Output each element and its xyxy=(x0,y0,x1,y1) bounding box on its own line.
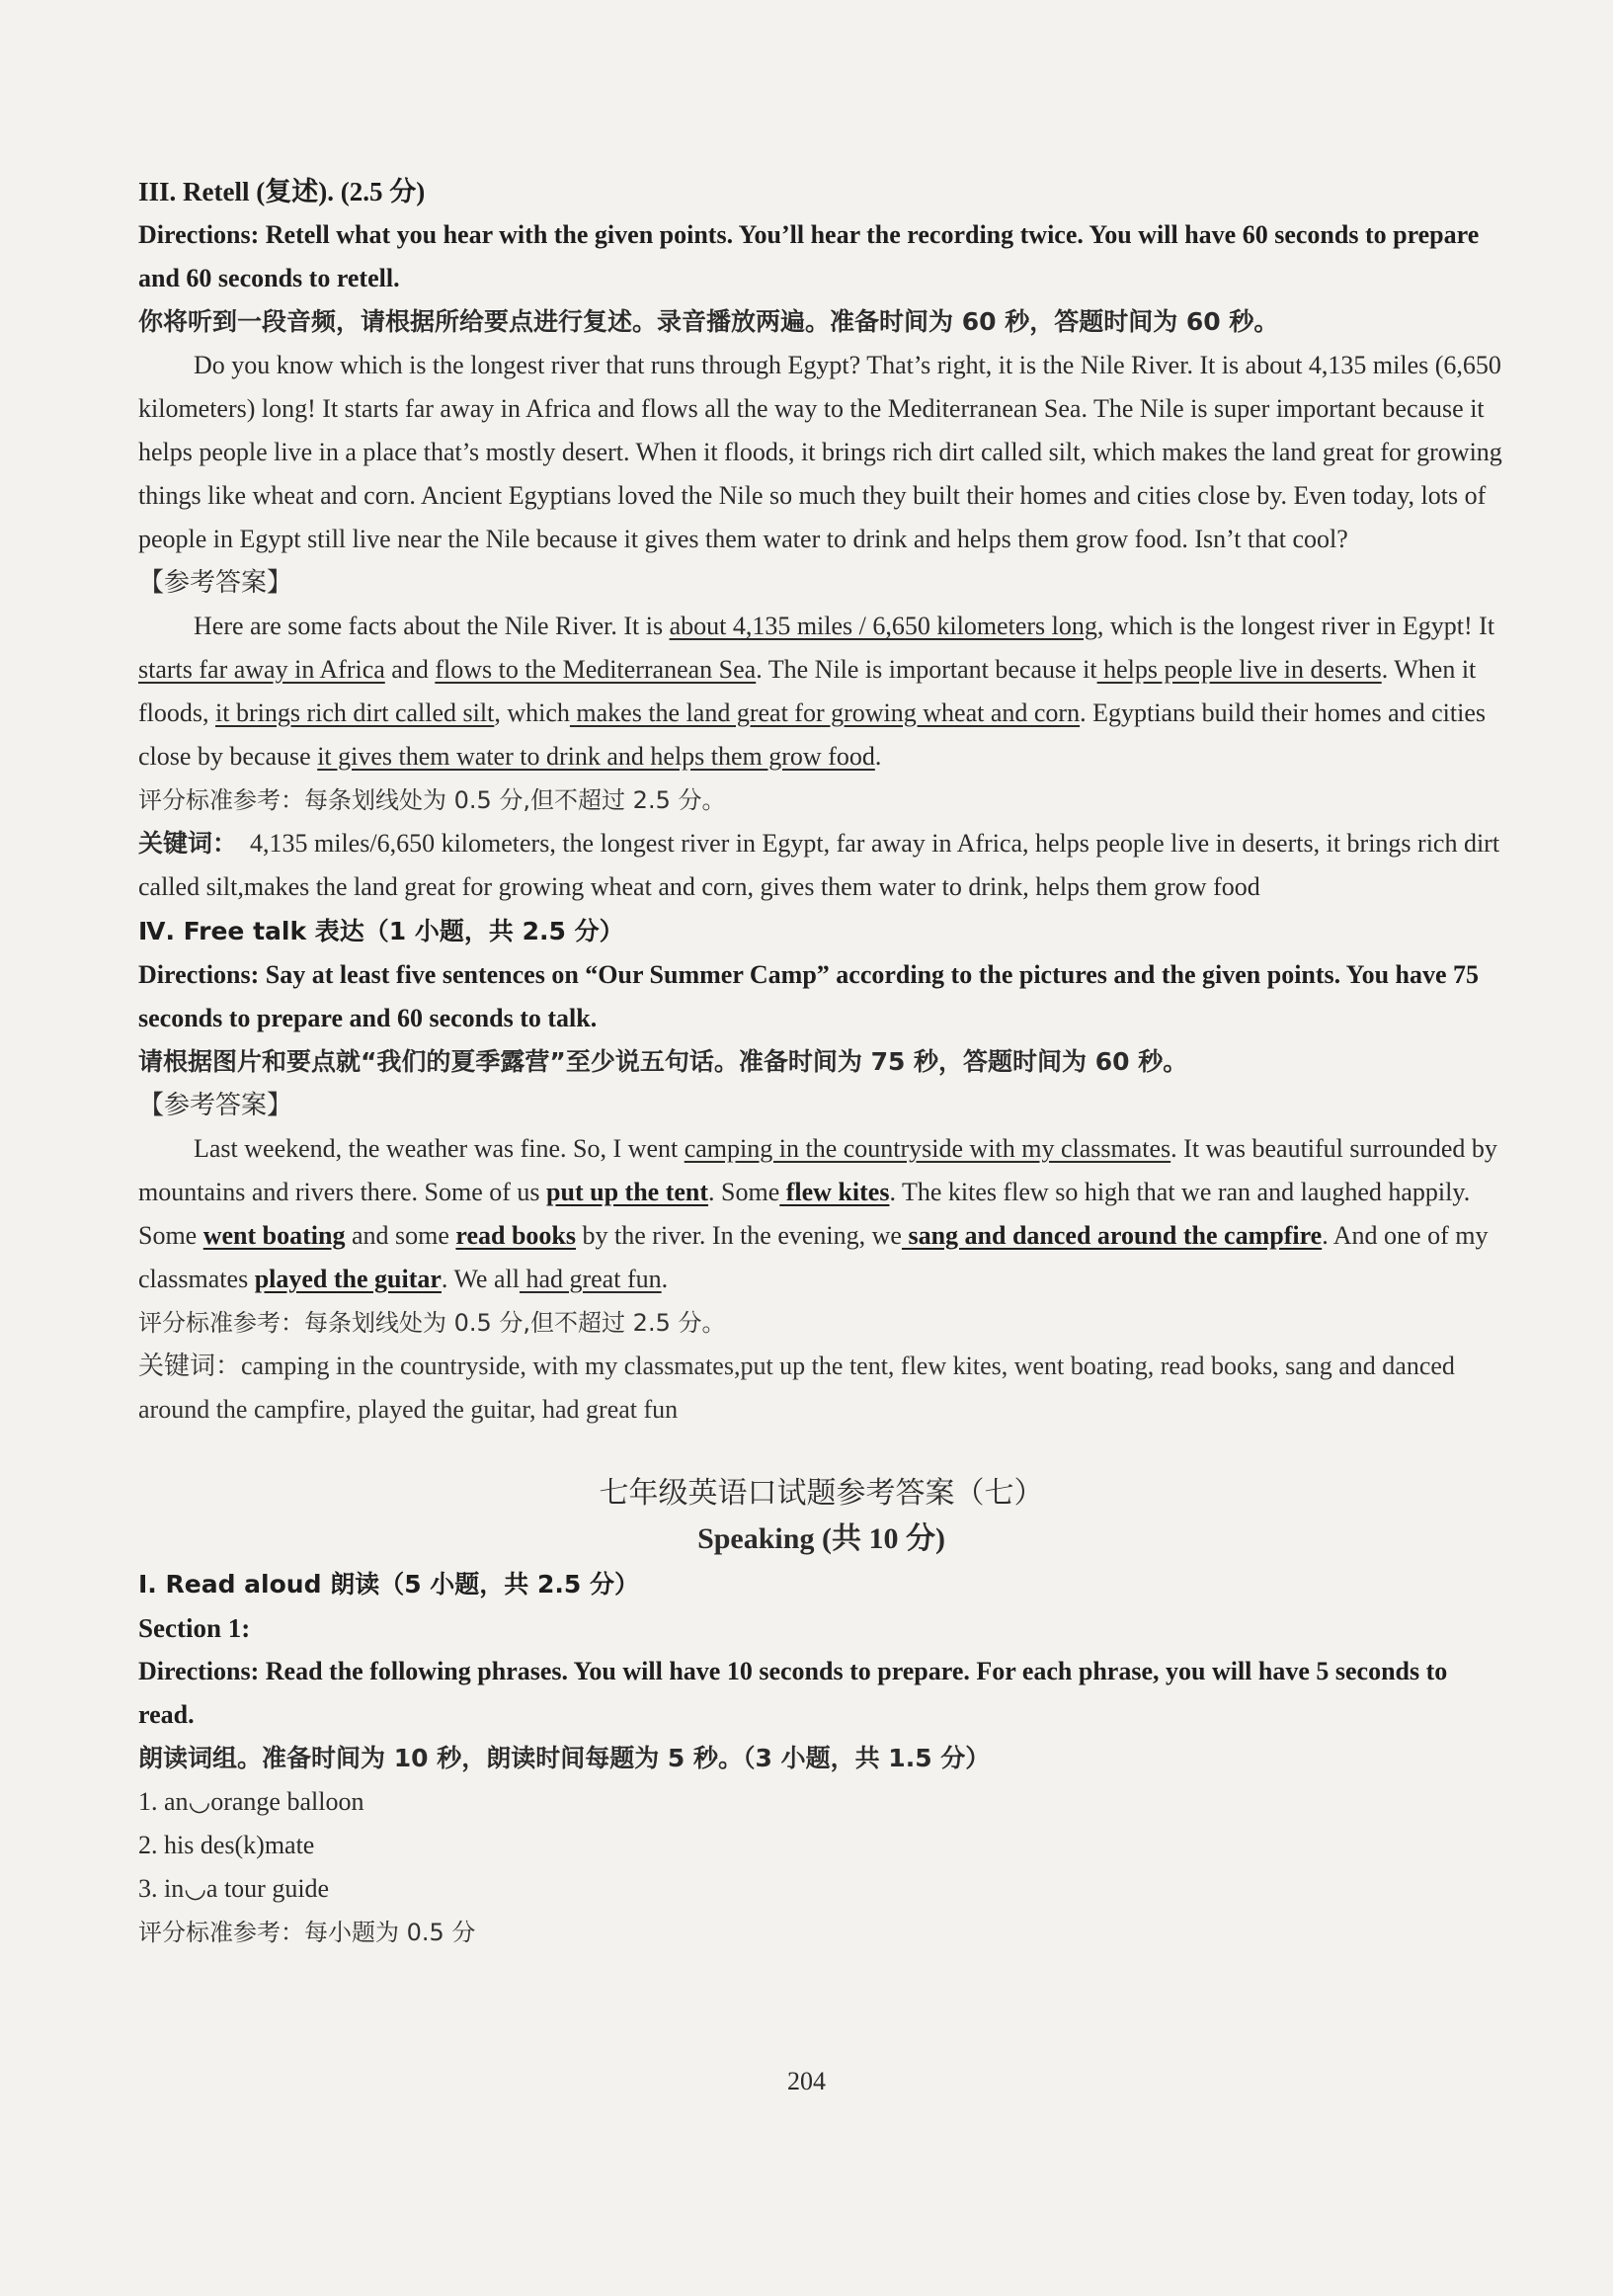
section-3-passage: Do you know which is the longest river that runs through Egypt? That’s right, it is the Nile River. It is about 4,135 miles (6,650 kilometers) long! It starts far away in Africa and flows all the way to the Mediterranean Sea. The Nile is super important because it helps people live in a place that’s mostly desert. When it floods, it brings rich dirt called silt, which makes the land great for growing things like wheat and corn. Ancient Egyptians loved the Nile so much they built their homes and cities close by. Even today, lots of people in Egypt still live near the Nile because it gives them water to drink and helps them grow food. Isn’t that cool? xyxy=(138,351,1502,553)
section-3-cn-directions: 你将听到一段音频，请根据所给要点进行复述。录音播放两遍。准备时间为 60 秒，答题时间为 60 秒。 xyxy=(138,307,1279,336)
keywords-text: 4,135 miles/6,650 kilometers, the longest river in Egypt, far away in Africa, helps people live in deserts, it brings rich dirt called silt,makes the land great for growing wheat and corn, gives them water to drink, helps them grow food xyxy=(138,829,1500,901)
answer-point: put up the tent xyxy=(546,1178,709,1206)
answer-text: by the river. In the evening, we xyxy=(576,1221,902,1250)
section-4-directions: Directions: Say at least five sentences on “Our Summer Camp” according to the pictures and the given points. You have 75 seconds to prepare and 60 seconds to talk. xyxy=(138,960,1480,1032)
answer-point: helps people live in deserts xyxy=(1096,655,1382,684)
part-7-subtitle: Speaking (共 10 分) xyxy=(697,1522,945,1555)
read-aloud-cn-directions: 朗读词组。准备时间为 10 秒，朗读时间每题为 5 秒。（3 小题，共 1.5 分） xyxy=(138,1744,991,1772)
answer-text: . The Nile is important because it xyxy=(756,655,1097,684)
answer-point: played the guitar xyxy=(254,1265,442,1293)
section-4-scoring: 评分标准参考：每条划线处为 0.5 分,但不超过 2.5 分。 xyxy=(138,1309,726,1337)
section-4-keywords: 关键词：camping in the countryside, with my classmates,put up the tent, flew kites, went boating, read books, sang and danced around the campfire, played the guitar, had great fun xyxy=(138,1352,1455,1424)
read-aloud-scoring: 评分标准参考：每小题为 0.5 分 xyxy=(138,1919,476,1946)
section-4-cn-directions: 请根据图片和要点就“我们的夏季露营”至少说五句话。准备时间为 75 秒，答题时间为 60 秒。 xyxy=(138,1047,1188,1076)
answer-text: . Some xyxy=(708,1178,780,1206)
section-4-ref-label: 【参考答案】 xyxy=(138,1091,293,1120)
section-4-answer xyxy=(138,1127,1504,1301)
answer-text: Last weekend, the weather was fine. So, I went xyxy=(194,1134,685,1163)
page-number: 204 xyxy=(787,2067,826,2095)
part-7-title: 七年级英语口试题参考答案（七） xyxy=(599,1476,1044,1511)
answer-text: . xyxy=(661,1265,669,1293)
section-3-heading: III. Retell (复述). (2.5 分) xyxy=(138,177,426,206)
section-3-directions: Directions: Retell what you hear with the given points. You’ll hear the recording twice. You will have 60 seconds to prepare and 60 seconds to retell. xyxy=(138,220,1480,292)
phrase-item: 2. his des(k)mate xyxy=(138,1831,315,1859)
section-3-answer xyxy=(138,605,1504,779)
section-3-ref-label: 【参考答案】 xyxy=(138,568,293,598)
answer-text: and some xyxy=(345,1221,456,1250)
answer-text: and xyxy=(384,655,436,684)
answer-point: went boating xyxy=(202,1221,346,1250)
answer-text: . We all xyxy=(441,1265,520,1293)
section-3-scoring: 评分标准参考：每条划线处为 0.5 分,但不超过 2.5 分。 xyxy=(138,786,726,814)
section-4-heading: Ⅳ. Free talk 表达（1 小题，共 2.5 分） xyxy=(138,917,624,945)
answer-text: . The kites flew so high that we ran and laughed happily. Some xyxy=(138,1178,1471,1250)
keywords-label: 关键词： xyxy=(138,829,238,858)
answer-text: . Egyptians build their homes and cities close by because xyxy=(138,698,1486,771)
answer-point: read books xyxy=(455,1221,577,1250)
phrase-item: 1. an◡orange balloon xyxy=(138,1787,364,1816)
answer-text: , which is the longest river in Egypt! It xyxy=(1096,612,1495,640)
read-aloud-directions: Directions: Read the following phrases. You will have 10 seconds to prepare. For each phrase, you will have 5 seconds to read. xyxy=(138,1657,1448,1729)
phrase-item: 3. in◡a tour guide xyxy=(138,1874,330,1903)
answer-text: Here are some facts about the Nile River. It is xyxy=(194,612,670,640)
answer-point: sang and danced around the campfire xyxy=(901,1221,1323,1250)
read-aloud-heading: Ⅰ. Read aloud 朗读（5 小题，共 2.5 分） xyxy=(138,1570,639,1599)
answer-text: . xyxy=(874,742,882,771)
answer-text: . It was beautiful surrounded by mountains and rivers there. Some of us xyxy=(138,1134,1497,1206)
section-1-label: Section 1: xyxy=(138,1613,251,1643)
answer-point: it brings rich dirt called silt xyxy=(215,698,495,727)
answer-point: about 4,135 miles / 6,650 kilometers long xyxy=(669,612,1097,640)
answer-point: flows to the Mediterranean Sea xyxy=(435,655,757,684)
answer-point: makes the land great for growing wheat and corn xyxy=(569,698,1081,727)
answer-point: it gives them water to drink and helps them grow food xyxy=(317,742,875,771)
answer-point: camping in the countryside with my classmates xyxy=(684,1134,1171,1163)
answer-text: . And one of my classmates xyxy=(138,1221,1489,1293)
answer-text: , which xyxy=(494,698,570,727)
answer-point: had great fun xyxy=(519,1265,662,1293)
answer-point: flew kites xyxy=(779,1178,890,1206)
answer-text: . When it floods, xyxy=(138,655,1477,727)
section-3-keywords xyxy=(138,822,1504,909)
answer-point: starts far away in Africa xyxy=(138,655,385,684)
